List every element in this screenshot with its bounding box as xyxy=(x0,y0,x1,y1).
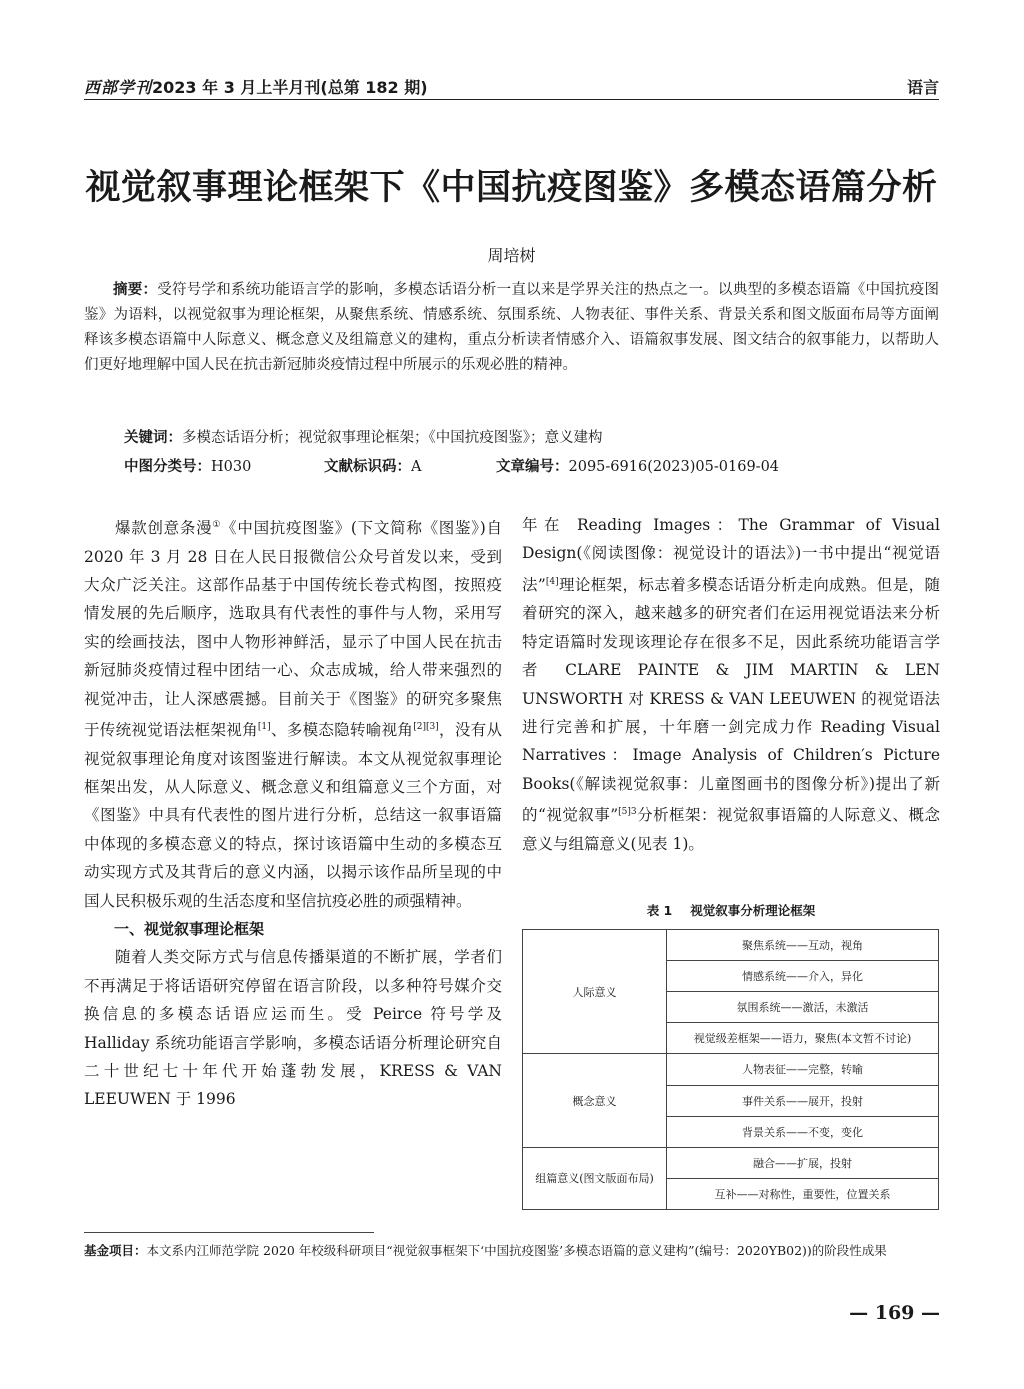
running-header xyxy=(84,73,939,100)
keywords-label: 关键词： xyxy=(124,430,182,446)
table-cell: 视觉级差框架——语力，聚焦(本文暂不讨论) xyxy=(667,1023,939,1054)
table-cell: 融合——扩展，投射 xyxy=(667,1147,939,1178)
table-cell: 氛围系统——激活，未激活 xyxy=(667,992,939,1023)
table-cell: 互补——对称性，重要性，位置关系 xyxy=(667,1178,939,1209)
article-meta xyxy=(124,455,779,476)
clc-value: H030 xyxy=(211,459,252,475)
table-category-cell: 概念意义 xyxy=(523,1054,667,1147)
page-number: — 169 — xyxy=(849,1302,940,1324)
paragraph-text: 分析框架：视觉叙事语篇的人际意义、概念意义与组篇意义(见表 1)。 xyxy=(522,806,940,853)
table-row xyxy=(523,1054,939,1085)
table-number: 表 1 xyxy=(646,903,673,918)
table-cell: 人物表征——完整，转喻 xyxy=(667,1054,939,1085)
table-category-cell: 组篇意义(图文版面布局) xyxy=(523,1147,667,1209)
footnote-text: 本文系内江师范学院 2020 年校级科研项目“视觉叙事框架下‘中国抗疫图鉴’多模态语篇的意义建构”(编号：2020YB02))的阶段性成果 xyxy=(146,1243,887,1258)
body-paragraph xyxy=(522,511,940,858)
article-no-label: 文章编号： xyxy=(496,459,569,475)
body-paragraph: 随着人类交际方式与信息传播渠道的不断扩展，学者们不再满足于将话语研究停留在语言阶段，以多种符号媒介交换信息的多模态话语应运而生。受 Peirce 符号学及 Halliday 系统功能语言学影响，多模态话语分析理论研究自二十世纪七十年代开始蓬勃发展，KRESS & VAN LEEUWEN 于 1996 xyxy=(84,948,502,1109)
clc-label: 中图分类号： xyxy=(124,459,211,475)
table-caption xyxy=(522,901,940,919)
citation-ref: [5]3 xyxy=(618,807,637,818)
table-row xyxy=(523,1147,939,1178)
article-no-value: 2095-6916(2023)05-0169-04 xyxy=(568,459,780,475)
abstract-text: 受符号学和系统功能语言学的影响，多模态话语分析一直以来是学界关注的热点之一。以典型的多模态语篇《中国抗疫图鉴》为语料，以视觉叙事为理论框架，从聚焦系统、情感系统、氛围系统、人物表征、事件关系、背景关系和图文版面布局等方面阐释该多模态语篇中人际意义、概念意义及组篇意义的建构，重点分析读者情感介入、语篇叙事发展、图文结合的叙事能力，以帮助人们更好地理解中国人民在抗击新冠肺炎疫情过程中所展示的乐观必胜的精神。 xyxy=(84,282,939,373)
paragraph-text: 年在 Reading Images：The Grammar of Visual Design(《阅读图像：视觉设计的语法》)一书中提出“视觉语法” xyxy=(522,516,940,594)
footnote-marker: ① xyxy=(212,520,222,530)
funding-footnote xyxy=(84,1240,939,1262)
doc-code-value: A xyxy=(411,459,422,475)
abstract xyxy=(84,278,939,378)
table-row xyxy=(523,930,939,961)
table-cell: 事件关系——展开，投射 xyxy=(667,1085,939,1116)
framework-table xyxy=(522,929,939,1210)
body-column-left xyxy=(84,511,502,1114)
table-title: 视觉叙事分析理论框架 xyxy=(690,903,816,918)
body-paragraph xyxy=(84,511,502,915)
keywords-text: 多模态话语分析；视觉叙事理论框架；《中国抗疫图鉴》；意义建构 xyxy=(182,430,603,446)
citation-ref: [1] xyxy=(257,722,271,732)
journal-logo: 西部学刊 xyxy=(84,78,153,97)
table-cell: 背景关系——不变，变化 xyxy=(667,1116,939,1147)
keywords xyxy=(124,426,603,447)
paragraph-text: 理论框架，标志着多模态话语分析走向成熟。但是，随着研究的深入，越来越多的研究者们在运用视觉语法来分析特定语篇时发现该理论存在很多不足，因此系统功能语言学者 CLARE PAINTE & JIM MARTIN & LEN UNSWORTH 对 KRESS & VAN LEEUWEN 的视觉语法进行完善和扩展，十年磨一剑完成力作 Reading Visual Narratives：Image Analysis of Children′s Picture Books(《解读视觉叙事：儿童图画书的图像分析》)提出了新的“视觉叙事” xyxy=(522,575,940,825)
article-title: 视觉叙事理论框架下《中国抗疫图鉴》多模态语篇分析 xyxy=(85,168,938,208)
citation-ref: [2][3] xyxy=(413,722,439,732)
table-cell: 情感系统——介入，异化 xyxy=(667,961,939,992)
paragraph-text: ，没有从视觉叙事理论角度对该图鉴进行解读。本文从视觉叙事理论框架出发，从人际意义、概念意义和组篇意义三个方面，对《图鉴》中具有代表性的图片进行分析，总结这一叙事语篇中体现的多模态意义的特点，探讨该语篇中生动的多模态互动实现方式及其背后的意义内涵，以揭示该作品所呈现的中国人民积极乐观的生活态度和坚信抗疫必胜的顽强精神。 xyxy=(84,721,502,910)
paragraph-text: 《中国抗疫图鉴》(下文简称《图鉴》)自 2020 年 3 月 28 日在人民日报微信公众号首发以来，受到大众广泛关注。这部作品基于中国传统长卷式构图，按照疫情发展的先后顺序，选取具有代表性的事件与人物，采用写实的绘画技法，图中人物形神鲜活，显示了中国人民在抗击新冠肺炎疫情过程中团结一心、众志成城，给人带来强烈的视觉冲击，让人深感震撼。目前关于《图鉴》的研究多聚焦于传统视觉语法框架视角 xyxy=(84,519,502,740)
footnote-divider xyxy=(84,1232,374,1233)
table-category-cell: 人际意义 xyxy=(523,930,667,1054)
table-cell: 聚焦系统——互动，视角 xyxy=(667,930,939,961)
section-heading: 一、视觉叙事理论框架 xyxy=(114,920,265,938)
journal-issue: 2023 年 3 月上半月刊(总第 182 期) xyxy=(152,78,428,97)
footnote-label: 基金项目： xyxy=(84,1243,147,1258)
citation-ref: [4] xyxy=(545,576,559,587)
doc-code-label: 文献标识码： xyxy=(324,459,411,475)
abstract-label: 摘要： xyxy=(113,282,158,298)
section-tag: 语言 xyxy=(906,78,939,97)
paragraph-text: 、多模态隐转喻视角 xyxy=(270,721,414,740)
body-column-right xyxy=(522,511,940,858)
journal-name xyxy=(84,75,428,98)
article-author: 周培树 xyxy=(487,246,536,265)
paragraph-text: 爆款创意条漫 xyxy=(115,519,213,538)
